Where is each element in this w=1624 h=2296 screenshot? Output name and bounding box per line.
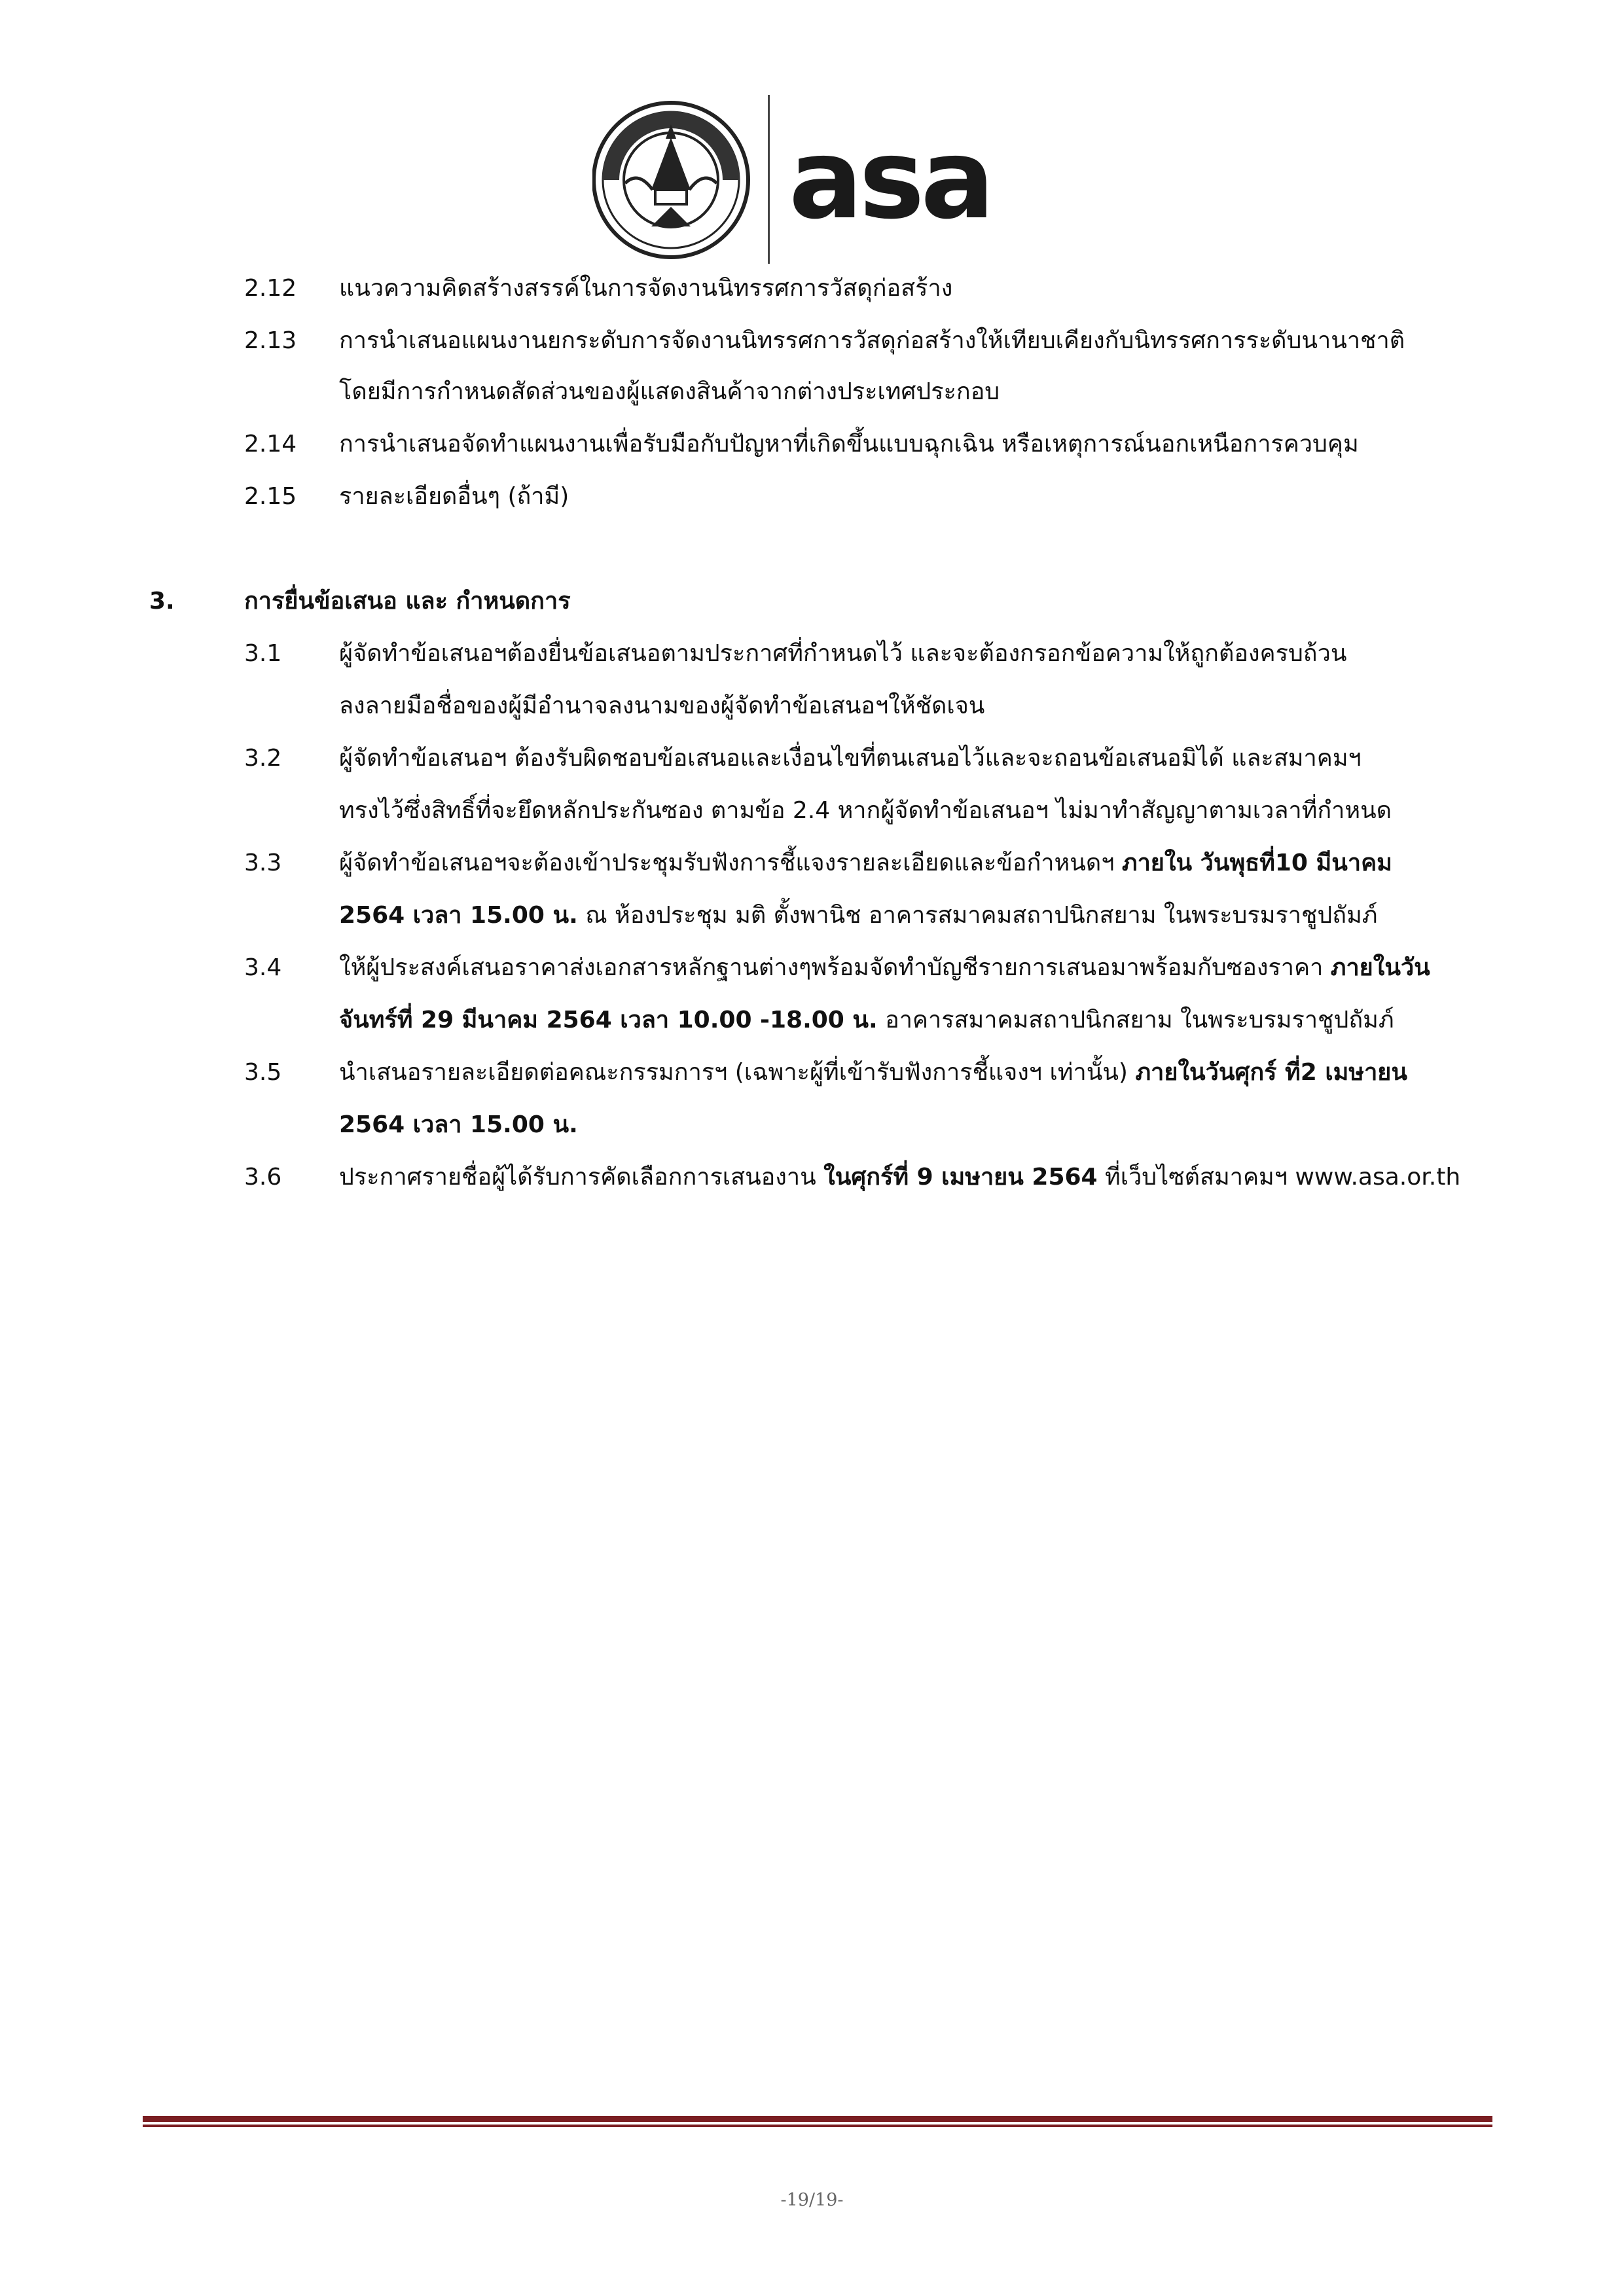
item-number: 3.4 — [244, 954, 282, 981]
item-text-plain: ให้ผู้ประสงค์เสนอราคาส่งเอกสารหลักฐานต่างๆพร้อมจัดทำบัญชีรายการเสนอมาพร้อมกับซองราคา — [339, 954, 1331, 981]
item-text-plain: นำเสนอรายละเอียดต่อคณะกรรมการฯ (เฉพาะผู้ที่เข้ารับฟังการชี้แจงฯ เท่านั้น) — [339, 1059, 1136, 1086]
asa-wordmark: asa — [789, 115, 991, 243]
footer-rule-thin — [143, 2125, 1492, 2127]
section-number: 3. — [149, 588, 175, 615]
item-text-plain: ประกาศรายชื่อผู้ได้รับการคัดเลือกการเสนองาน — [339, 1164, 824, 1191]
item-number: 3.2 — [244, 745, 282, 772]
item-text — [339, 846, 1485, 880]
item-text-continued — [339, 1108, 1485, 1142]
item-text-continued: ลงลายมือชื่อของผู้มีอำนาจลงนามของผู้จัดทำข้อเสนอฯให้ชัดเจน — [339, 692, 985, 719]
item-text-continued — [339, 1003, 1485, 1037]
section-title: การยื่นข้อเสนอ และ กำหนดการ — [244, 588, 571, 615]
item-text — [339, 1160, 1485, 1194]
item-text — [339, 951, 1485, 985]
item-text — [339, 1056, 1485, 1090]
item-text-continued — [339, 899, 1485, 933]
item-number: 2.12 — [244, 275, 297, 302]
header-logo — [592, 92, 1051, 268]
asa-logo-graphic — [592, 92, 1051, 268]
item-text: การนำเสนอแผนงานยกระดับการจัดงานนิทรรศการวัสดุก่อสร้างให้เทียบเคียงกับนิทรรศการระดับนานาชาติ — [339, 327, 1405, 354]
item-date-bold: ในศุกร์ที่ 9 เมษายน 2564 — [823, 1164, 1098, 1191]
page-number: -19/19- — [780, 2190, 844, 2210]
item-text: แนวความคิดสร้างสรรค์ในการจัดงานนิทรรศการวัสดุก่อสร้าง — [339, 275, 953, 302]
item-date-bold: ภายใน วันพุธที่10 มีนาคม — [1121, 850, 1392, 876]
item-number: 3.1 — [244, 640, 282, 667]
item-number: 2.13 — [244, 327, 297, 354]
item-date-bold: 2564 เวลา 15.00 น. — [339, 1111, 578, 1138]
item-date-bold: ภายในวัน — [1330, 954, 1430, 981]
item-text: ผู้จัดทำข้อเสนอฯต้องยื่นข้อเสนอตามประกาศที่กำหนดไว้ และจะต้องกรอกข้อความให้ถูกต้องครบถ้วน — [339, 640, 1347, 667]
item-number: 2.14 — [244, 431, 297, 457]
footer-rule — [143, 2116, 1492, 2122]
item-date-bold: ภายในวันศุกร์ ที่2 เมษายน — [1135, 1059, 1408, 1086]
item-text-continued: โดยมีการกำหนดสัดส่วนของผู้แสดงสินค้าจากต่างประเทศประกอบ — [339, 378, 1000, 405]
item-text: ผู้จัดทำข้อเสนอฯ ต้องรับผิดชอบข้อเสนอและเงื่อนไขที่ตนเสนอไว้และจะถอนข้อเสนอมิได้ และสมาคมฯ — [339, 745, 1362, 772]
item-number: 3.6 — [244, 1164, 282, 1191]
item-text-plain: ที่เว็บไซต์สมาคมฯ www.asa.or.th — [1097, 1164, 1461, 1191]
item-date-bold: จันทร์ที่ 29 มีนาคม 2564 เวลา 10.00 -18.00 น. — [339, 1007, 878, 1033]
association-seal-icon — [594, 103, 748, 257]
item-text-plain: ผู้จัดทำข้อเสนอฯจะต้องเข้าประชุมรับฟังการชี้แจงรายละเอียดและข้อกำหนดฯ — [339, 850, 1122, 876]
item-number: 3.3 — [244, 850, 282, 876]
item-text: รายละเอียดอื่นๆ (ถ้ามี) — [339, 483, 569, 510]
item-number: 2.15 — [244, 483, 297, 510]
item-number: 3.5 — [244, 1059, 282, 1086]
item-text-plain: ณ ห้องประชุม มติ ตั้งพานิช อาคารสมาคมสถาปนิกสยาม ในพระบรมราชูปถัมภ์ — [577, 902, 1378, 929]
item-date-bold: 2564 เวลา 15.00 น. — [339, 902, 578, 929]
item-text: การนำเสนอจัดทำแผนงานเพื่อรับมือกับปัญหาที่เกิดขึ้นแบบฉุกเฉิน หรือเหตุการณ์นอกเหนือการควบคุม — [339, 431, 1359, 457]
item-text-continued: ทรงไว้ซึ่งสิทธิ์ที่จะยึดหลักประกันซอง ตามข้อ 2.4 หากผู้จัดทำข้อเสนอฯ ไม่มาทำสัญญาตามเวลาที่กำหนด — [339, 797, 1392, 824]
logo-divider — [768, 95, 770, 264]
item-text-plain: อาคารสมาคมสถาปนิกสยาม ในพระบรมราชูปถัมภ์ — [877, 1007, 1394, 1033]
